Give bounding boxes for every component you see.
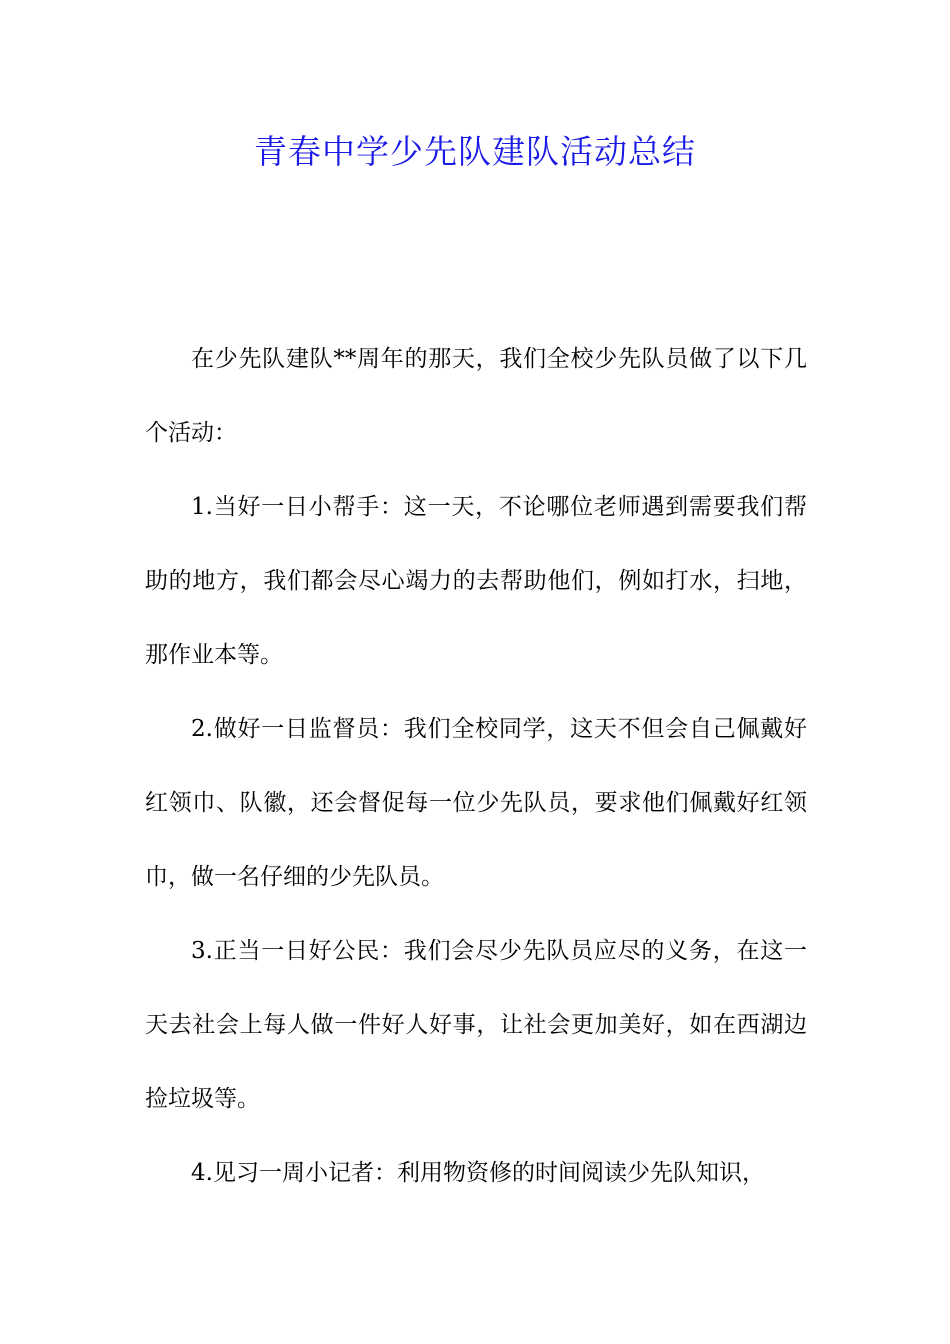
- document-title: 青春中学少先队建队活动总结: [254, 132, 696, 171]
- paragraph-item-1: 1.当好一日小帮手：这一天，不论哪位老师遇到需要我们帮助的地方，我们都会尽心竭力的去帮助他们，例如打水，扫地，那作业本等。: [145, 494, 807, 668]
- paragraph-item-3: 3.正当一日好公民：我们会尽少先队员应尽的义务，在这一天去社会上每人做一件好人好事，让社会更加美好，如在西湖边捡垃圾等。: [145, 938, 807, 1112]
- document-body: [145, 322, 807, 1210]
- paragraph-item-4: 4.见习一周小记者：利用物资修的时间阅读少先队知识，: [191, 1160, 765, 1186]
- paragraph-intro: 在少先队建队**周年的那天，我们全校少先队员做了以下几个活动：: [145, 346, 807, 446]
- paragraph-item-2: 2.做好一日监督员：我们全校同学，这天不但会自己佩戴好红领巾、队徽，还会督促每一位少先队员，要求他们佩戴好红领巾，做一名仔细的少先队员。: [145, 716, 807, 890]
